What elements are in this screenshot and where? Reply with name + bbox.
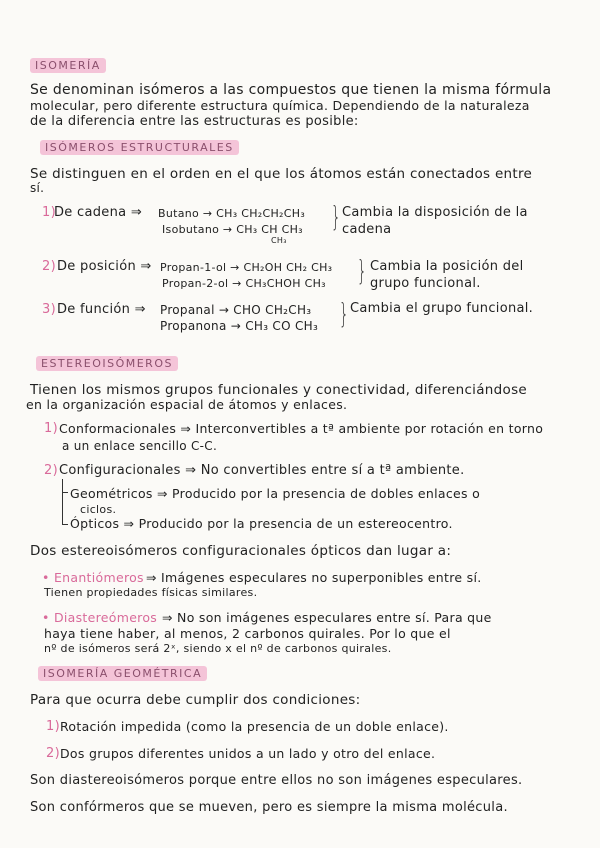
diastereomeros-line-2: haya tiene haber, al menos, 2 carbonos quirales. Por lo que el [44,626,451,641]
condicion-1-num: 1) [46,719,60,734]
heading-estructurales: ISÓMEROS ESTRUCTURALES [40,140,239,155]
closing-line-1: Son diastereoisómeros porque entre ellos no son imágenes especulares. [30,773,523,788]
cadena-num: 1) [42,205,56,220]
intro-line-1: Se denominan isómeros a las compuestos que tienen la misma fórmula [30,82,552,98]
opticos-branch [62,524,68,525]
diastereomeros-term: • Diastereómeros [42,610,158,625]
estructurales-desc-1: Se distinguen en el orden en el que los átomos están conectados entre [30,166,533,182]
opticos-line: Ópticos ⇒ Producido por la presencia de un estereocentro. [70,516,453,531]
cadena-note-2: cadena [342,222,392,237]
funcion-label: De función ⇒ [57,302,146,317]
cadena-label: De cadena ⇒ [54,205,143,220]
enantiomeros-term: • Enantiómeros [42,570,144,585]
cadena-brace: } [331,200,341,233]
enantiomeros-line-1: ⇒ Imágenes especulares no superponibles entre sí. [146,570,482,585]
heading-isomeria: ISOMERÍA [30,58,106,73]
condicion-2-text: Dos grupos diferentes unidos a un lado y otro del enlace. [60,746,436,761]
condicion-1-text: Rotación impedida (como la presencia de un doble enlace). [60,719,449,734]
posicion-num: 2) [42,259,56,274]
conformacionales-num: 1) [44,421,58,436]
funcion-note-1: Cambia el grupo funcional. [350,301,534,316]
optico-intro: Dos estereoisómeros configuracionales ópticos dan lugar a: [30,543,452,559]
intro-line-2: molecular, pero diferente estructura química. Dependiendo de la naturaleza [30,98,530,113]
funcion-line-1: Propanal → CHO CH₂CH₃ [160,303,312,317]
conformacionales-line-2: a un enlace sencillo C-C. [62,439,218,453]
cadena-line-2: Isobutano → CH₃ CH CH₃ [162,223,303,236]
posicion-note-2: grupo funcional. [370,276,481,291]
posicion-line-2: Propan-2-ol → CH₃CHOH CH₃ [162,277,326,290]
funcion-num: 3) [42,302,56,317]
configuracionales-branch [62,479,63,524]
enantiomeros-line-2: Tienen propiedades físicas similares. [44,586,258,599]
estereo-desc-1: Tienen los mismos grupos funcionales y conectividad, diferenciándose [30,382,528,398]
posicion-note-1: Cambia la posición del [370,259,524,274]
condicion-2-num: 2) [46,746,60,761]
configuracionales-num: 2) [44,463,58,478]
estereo-desc-2: en la organización espacial de átomos y enlaces. [26,397,348,412]
configuracionales-line-1: Configuracionales ⇒ No convertibles entre sí a tª ambiente. [59,463,465,478]
funcion-brace: } [339,297,349,330]
heading-estereoisomeros: ESTEREOISÓMEROS [36,356,178,371]
conformacionales-line-1: Conformacionales ⇒ Interconvertibles a tª ambiente por rotación en torno [59,421,544,436]
diastereomeros-line-1: ⇒ No son imágenes especulares entre sí. Para que [162,610,492,625]
geometricos-branch [62,492,68,493]
intro-line-3: de la diferencia entre las estructuras es posible: [30,114,359,129]
posicion-label: De posición ⇒ [57,259,152,274]
heading-isomeria-geometrica: ISOMERÍA GEOMÉTRICA [38,666,207,681]
cadena-sub: CH₃ [271,236,287,245]
funcion-line-2: Propanona → CH₃ CO CH₃ [160,319,319,333]
geometrica-intro: Para que ocurra debe cumplir dos condiciones: [30,692,361,708]
posicion-brace: } [357,254,367,287]
geometricos-line-1: Geométricos ⇒ Producido por la presencia de dobles enlaces o [70,486,481,501]
diastereomeros-line-3: nº de isómeros será 2ˣ, siendo x el nº de carbonos quirales. [44,642,392,655]
cadena-line-1: Butano → CH₃ CH₂CH₂CH₃ [158,207,306,220]
estructurales-desc-2: sí. [30,181,45,195]
closing-line-2: Son confórmeros que se mueven, pero es siempre la misma molécula. [30,800,508,815]
posicion-line-1: Propan-1-ol → CH₂OH CH₂ CH₃ [160,261,333,274]
cadena-note-1: Cambia la disposición de la [342,205,528,220]
geometricos-line-2: ciclos. [80,503,117,516]
